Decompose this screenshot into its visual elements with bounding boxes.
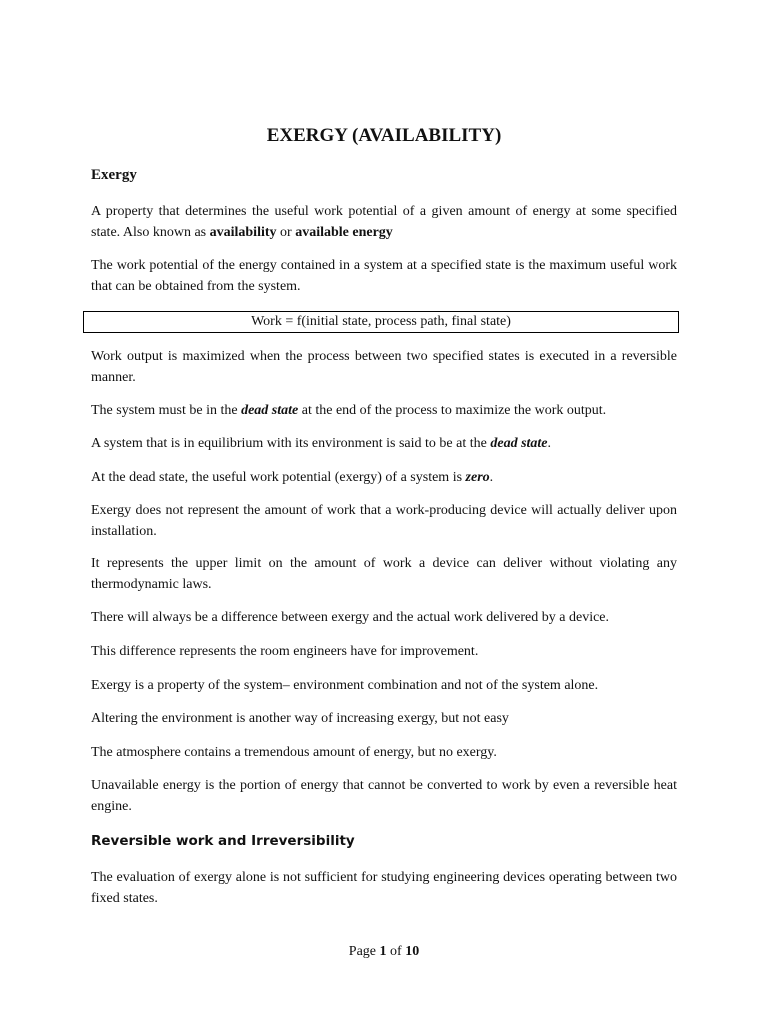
paragraph-text: A property that determines the useful work potential of a given amount of energy at some specified state. Also known as: [91, 204, 677, 240]
section-heading-exergy: Exergy: [91, 167, 137, 183]
paragraph-text: .: [547, 436, 552, 451]
paragraph-room-improvement: This difference represents the room engineers have for improvement.: [91, 644, 479, 659]
paragraph-text: .: [489, 470, 494, 485]
boxed-formula: Work = f(initial state, process path, final state): [83, 311, 679, 333]
section-heading-reversible-work: Reversible work and Irreversibility: [91, 833, 355, 849]
bold-term: available energy: [295, 225, 393, 240]
paragraph-text: at the end of the process to maximize the work output.: [298, 403, 607, 418]
paragraph-exergy-not-actual: Exergy does not represent the amount of work that a work-producing device will actually deliver upon installation.: [91, 503, 677, 539]
paragraph-equilibrium: [91, 433, 677, 454]
paragraph-definition: [91, 201, 677, 243]
emphasis-term: zero: [465, 470, 490, 485]
paragraph-upper-limit: It represents the upper limit on the amount of work a device can deliver without violating any thermodynamic laws.: [91, 556, 677, 592]
paragraph-text: The system must be in the: [91, 403, 242, 418]
of-label: of: [386, 944, 406, 959]
paragraph-text: A system that is in equilibrium with its environment is said to be at the: [91, 436, 491, 451]
paragraph-dead-state-requirement: [91, 400, 677, 421]
total-pages-number: 10: [405, 944, 420, 959]
paragraph-text: or: [276, 225, 296, 240]
page-title: EXERGY (AVAILABILITY): [266, 125, 502, 146]
paragraph-evaluation: The evaluation of exergy alone is not sufficient for studying engineering devices operating between two fixed states.: [91, 870, 677, 906]
paragraph-unavailable-energy: Unavailable energy is the portion of energy that cannot be converted to work by even a reversible heat engine.: [91, 778, 677, 814]
paragraph-property-system: Exergy is a property of the system– environment combination and not of the system alone.: [91, 678, 599, 693]
paragraph-zero-exergy: [91, 467, 677, 488]
emphasis-term: dead state: [490, 436, 548, 451]
paragraph-work-output: Work output is maximized when the process between two specified states is executed in a reversible manner.: [91, 349, 677, 385]
page-label: Page: [348, 944, 380, 959]
paragraph-text: At the dead state, the useful work potential (exergy) of a system is: [91, 470, 466, 485]
current-page-number: 1: [379, 944, 387, 959]
paragraph-altering-environment: Altering the environment is another way of increasing exergy, but not easy: [91, 711, 509, 726]
paragraph-difference: There will always be a difference between exergy and the actual work delivered by a device.: [91, 610, 610, 625]
bold-term: availability: [209, 225, 277, 240]
paragraph-work-potential: The work potential of the energy contained in a system at a specified state is the maximum useful work that can be obtained from the system.: [91, 258, 677, 294]
paragraph-atmosphere: The atmosphere contains a tremendous amount of energy, but no exergy.: [91, 745, 497, 760]
page-footer: [0, 941, 768, 962]
emphasis-term: dead state: [241, 403, 299, 418]
